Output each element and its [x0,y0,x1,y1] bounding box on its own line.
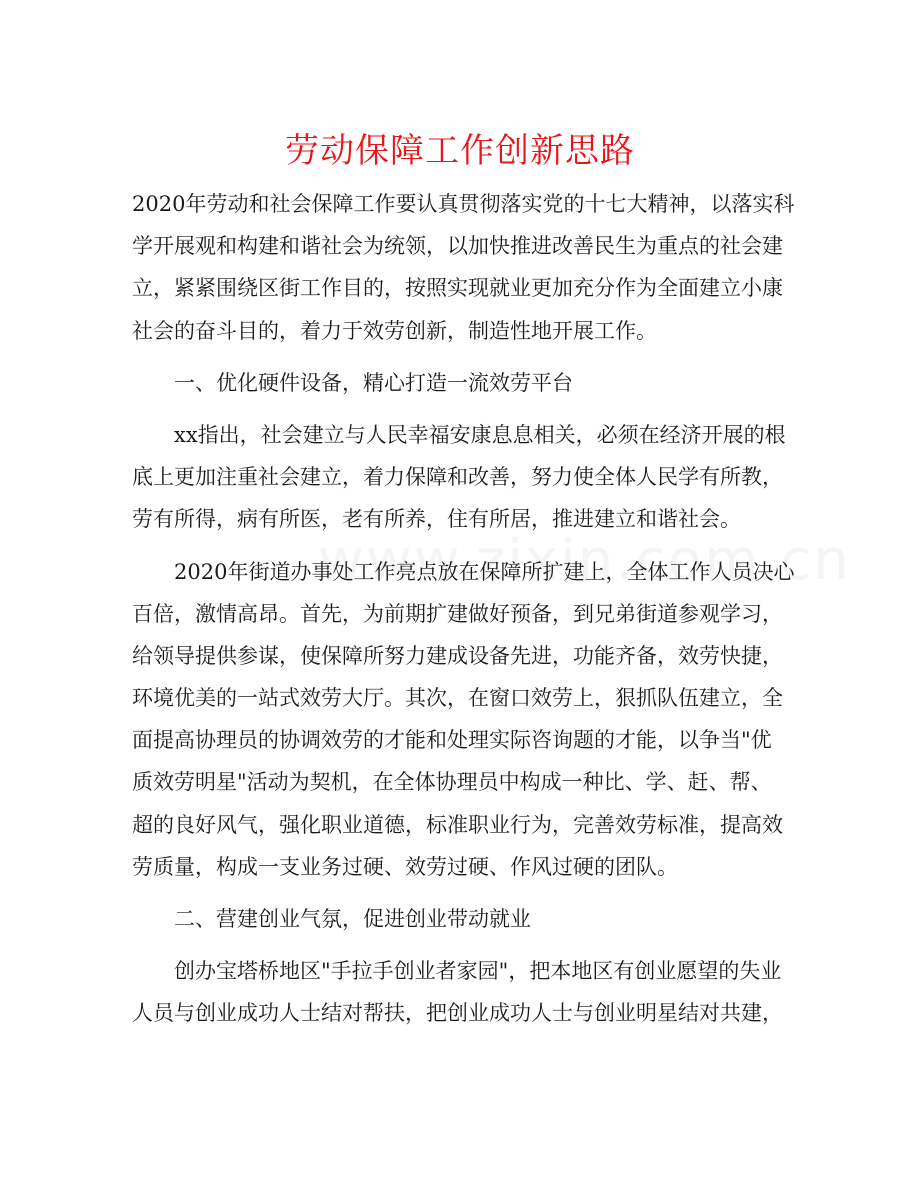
text-line: 劳有所得，病有所医，老有所养，住有所居，推进建立和谐社会。 [132,507,741,532]
text-line: 环境优美的一站式效劳大厅。其次，在窗口效劳上，狠抓队伍建立，全 [132,686,783,711]
section-heading [132,898,790,940]
text-line: 创办宝塔桥地区"手拉手创业者家园"，把本地区有创业愿望的失业 [174,959,782,984]
paragraph [132,183,795,352]
text-line: 面提高协理员的协调效劳的才能和处理实际咨询题的才能，以争当"优 [132,728,772,753]
text-line: 给领导提供参谋，使保障所努力建成设备先进，功能齐备，效劳快捷， [132,643,783,668]
text-line: 社会的奋斗目的，着力于效劳创新，制造性地开展工作。 [132,318,657,343]
text-line: 2020年街道办事处工作亮点放在保障所扩建上，全体工作人员决心 [174,559,795,584]
document-body [132,183,795,1035]
text-line: 质效劳明星"活动为契机，在全体协理员中构成一种比、学、赶、帮、 [132,770,772,795]
section-heading [132,362,790,404]
text-line: 超的良好风气，强化职业道德，标准职业行为，完善效劳标准，提高效 [132,812,783,837]
text-line: 2020年劳动和社会保障工作要认真贯彻落实党的十七大精神，以落实科 [132,192,795,216]
section-heading-2: 二、营建创业气氛，促进创业带动就业 [174,907,531,931]
text-line: 底上更加注重社会建立，着力保障和改善，努力使全体人民学有所教， [132,465,783,490]
paragraph [132,414,790,541]
section-heading-1: 一、优化硬件设备，精心打造一流效劳平台 [174,370,573,395]
text-line: 劳质量，构成一支业务过硬、效劳过硬、作风过硬的团队。 [132,854,678,879]
text-line: 人员与创业成功人士结对帮扶，把创业成功人士与创业明星结对共建， [132,1001,783,1026]
document-title: 劳动保障工作创新思路 [285,131,635,171]
text-line: 立，紧紧围绕区街工作目的，按照实现就业更加充分作为全面建立小康 [132,276,783,301]
text-line: 百倍，激情高昂。首先，为前期扩建做好预备，到兄弟街道参观学习， [132,601,783,626]
text-line: 学开展观和构建和谐社会为统领，以加快推进改善民生为重点的社会建 [132,234,783,259]
paragraph [132,551,795,889]
paragraph [132,950,790,1034]
text-line: xx指出，社会建立与人民幸福安康息息相关，必须在经济开展的根 [174,422,786,447]
